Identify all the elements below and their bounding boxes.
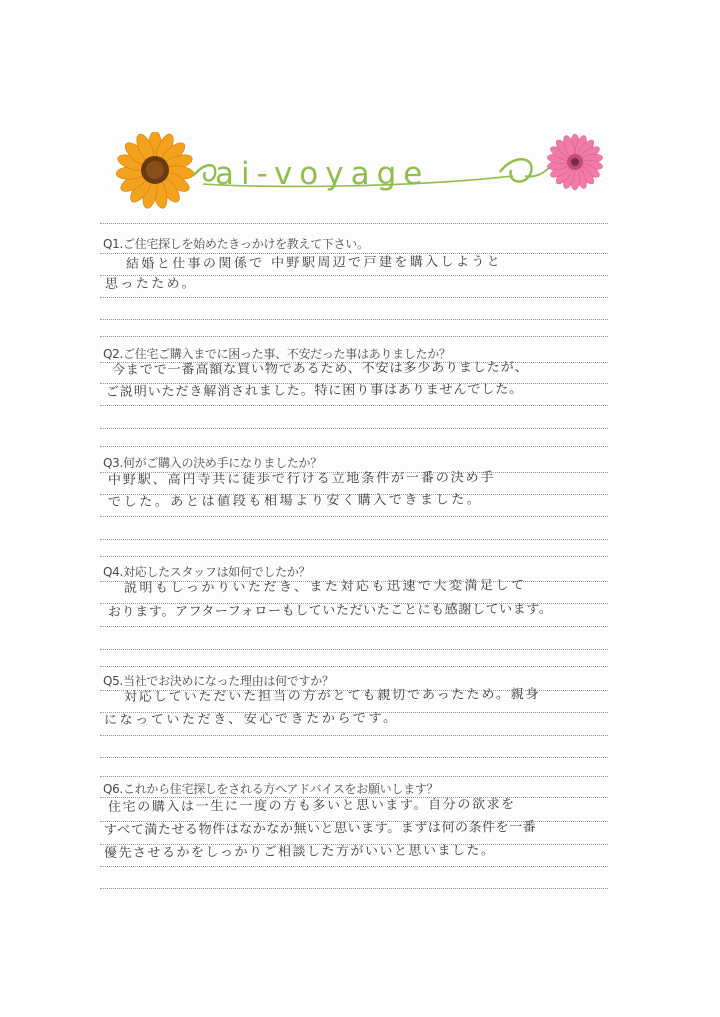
answer-5-line-2: になっていただき、安心できたからです。 xyxy=(103,710,399,728)
rule-line xyxy=(100,626,608,627)
sunflower-icon xyxy=(116,132,195,209)
answer-6-line-2: すべて満たせる物件はなかなか無いと思います。まずは何の条件を一番 xyxy=(103,819,537,838)
rule-line xyxy=(100,297,608,298)
answer-4-line-2: おります。アフターフォローもしていただいたことにも感謝しています。 xyxy=(107,601,553,620)
rule-line xyxy=(100,319,608,320)
answer-6-line-3: 優先させるかをしっかりご相談した方がいいと思いました。 xyxy=(103,843,496,861)
rule-line xyxy=(100,735,608,736)
rule-line xyxy=(100,556,608,557)
rule-line xyxy=(100,866,608,867)
answer-2-line-1: 今までで一番高額な買い物であるため、不安は多少ありましたが、 xyxy=(111,360,529,378)
rule-line xyxy=(100,757,608,758)
question-1-label: Q1.ご住宅探しを始めたきっかけを教えて下さい。 xyxy=(103,237,369,251)
brand-wordmark: ai-voyage xyxy=(215,156,430,192)
rule-line xyxy=(100,888,608,889)
rule-line xyxy=(100,539,608,540)
answer-1-line-1: 結婚と仕事の関係で 中野駅周辺で戸建を購入しようと xyxy=(125,254,503,272)
answer-4-line-1: 説明もしっかりいただき、また対応も迅速で大変満足して xyxy=(123,578,527,596)
question-4-label: Q4.対応したスタッフは如何でしたか？ xyxy=(103,565,311,579)
rule-line xyxy=(100,649,608,650)
answer-6-line-1: 住宅の購入は一生に一度の方も多いと思います。自分の欲求を xyxy=(107,797,516,815)
rule-line xyxy=(100,223,608,224)
question-5-label: Q5.当社でお決めになった理由は何ですか？ xyxy=(103,674,334,688)
rule-line xyxy=(100,428,608,429)
question-6-label: Q6.これから住宅探しをされる方へアドバイスをお願いします？ xyxy=(103,782,439,796)
rule-line xyxy=(100,446,608,447)
answer-3-line-2: でした。あとは値段も相場より安く購入できました。 xyxy=(107,492,483,510)
pink-flower-icon xyxy=(547,134,604,190)
answer-1-line-2: 思ったため。 xyxy=(104,276,197,292)
answer-2-line-2: ご説明いただき解消されました。特に困り事はありませんでした。 xyxy=(105,382,524,400)
rule-line xyxy=(100,776,608,777)
rule-line xyxy=(100,516,608,517)
rule-line xyxy=(100,666,608,667)
answer-5-line-1: 対応していただいた担当の方がとても親切であったため。親身 xyxy=(123,687,541,705)
question-2-label: Q2.ご住宅ご購入までに困った事、不安だった事はありましたか？ xyxy=(103,347,451,361)
question-3-label: Q3.何がご購入の決め手になりましたか？ xyxy=(103,456,322,470)
rule-line xyxy=(100,405,608,406)
answer-3-line-1: 中野駅、高円寺共に徒歩で行ける立地条件が一番の決め手 xyxy=(107,470,496,488)
rule-line xyxy=(100,336,608,337)
